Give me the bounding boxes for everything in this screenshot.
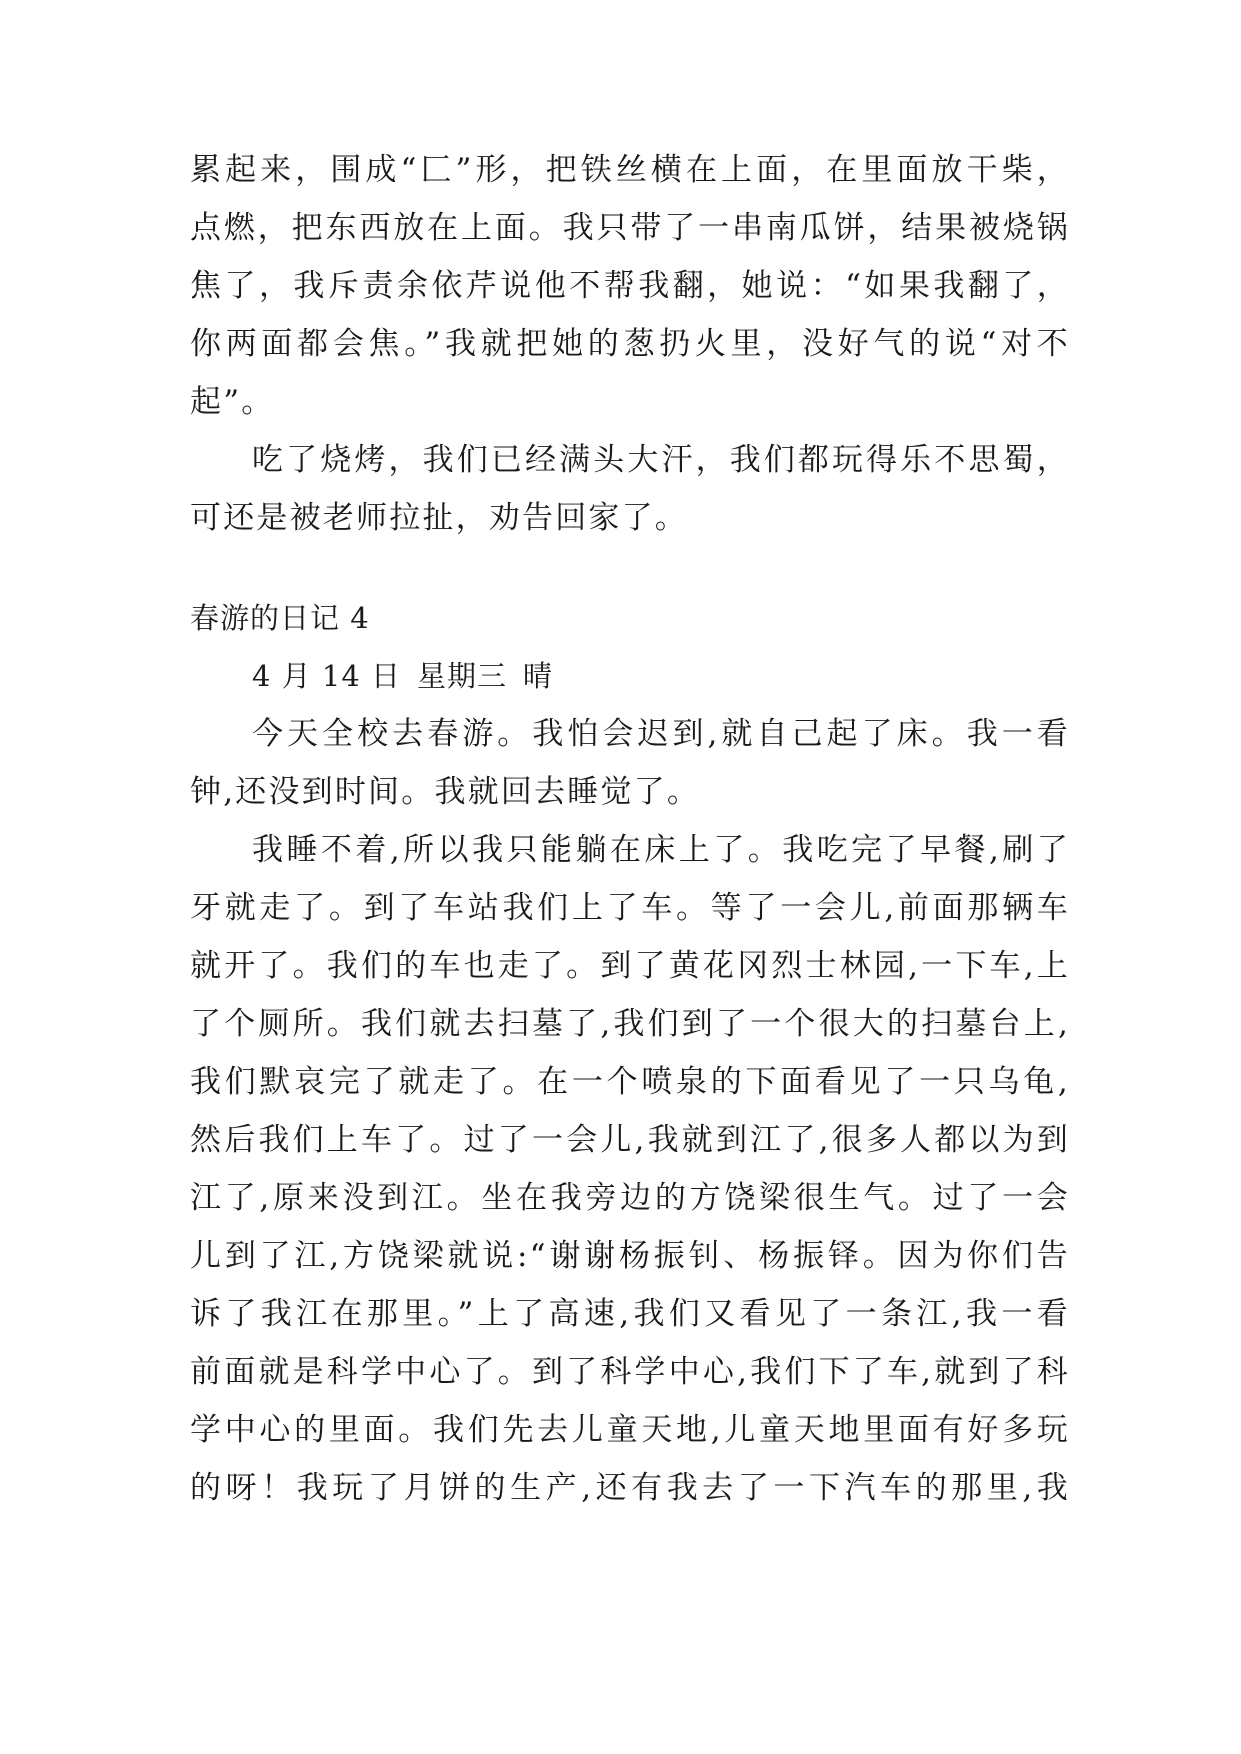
text-line: 儿到了江,方饶梁就说:“谢谢杨振钊、杨振铎。因为你们告 (190, 1238, 1070, 1274)
diary-weekday: 星期三 (417, 659, 508, 693)
text-line: 吃了烧烤，我们已经满头大汗，我们都玩得乐不思蜀， (252, 442, 1070, 478)
diary-date: 4 月 14 日 (252, 659, 402, 693)
text-line: 江了,原来没到江。坐在我旁边的方饶梁很生气。过了一会 (190, 1180, 1070, 1216)
text-line: 诉了我江在那里。”上了高速,我们又看见了一条江,我一看 (190, 1296, 1070, 1332)
text-line: 我们默哀完了就走了。在一个喷泉的下面看见了一只乌龟, (190, 1064, 1070, 1100)
text-line: 可还是被老师拉扯，劝告回家了。 (190, 500, 688, 536)
text-line: 牙就走了。到了车站我们上了车。等了一会儿,前面那辆车 (190, 890, 1070, 926)
text-line: 累起来，围成“匚”形，把铁丝横在上面，在里面放干柴， (190, 152, 1070, 188)
text-line: 了个厕所。我们就去扫墓了,我们到了一个很大的扫墓台上, (190, 1006, 1070, 1042)
text-line: 起”。 (190, 384, 275, 420)
diary-title: 春游的日记 4 (190, 601, 370, 635)
text-line: 今天全校去春游。我怕会迟到,就自己起了床。我一看 (252, 716, 1070, 752)
text-line: 钟,还没到时间。我就回去睡觉了。 (190, 774, 701, 810)
text-line: 点燃，把东西放在上面。我只带了一串南瓜饼，结果被烧锅 (190, 210, 1070, 246)
text-line: 我睡不着,所以我只能躺在床上了。我吃完了早餐,刷了 (252, 832, 1070, 868)
diary-dateline (252, 656, 569, 696)
text-line: 学中心的里面。我们先去儿童天地,儿童天地里面有好多玩 (190, 1412, 1070, 1448)
text-line: 就开了。我们的车也走了。到了黄花冈烈士林园,一下车,上 (190, 948, 1070, 984)
text-line: 你两面都会焦。”我就把她的葱扔火里，没好气的说“对不 (190, 326, 1070, 362)
text-line: 然后我们上车了。过了一会儿,我就到江了,很多人都以为到 (190, 1122, 1070, 1158)
diary-weather: 晴 (523, 659, 554, 693)
text-line: 前面就是科学中心了。到了科学中心,我们下了车,就到了科 (190, 1354, 1070, 1390)
text-line: 的呀！我玩了月饼的生产,还有我去了一下汽车的那里,我 (190, 1470, 1070, 1506)
text-line: 焦了，我斥责余依芹说他不帮我翻，她说：“如果我翻了， (190, 268, 1070, 304)
